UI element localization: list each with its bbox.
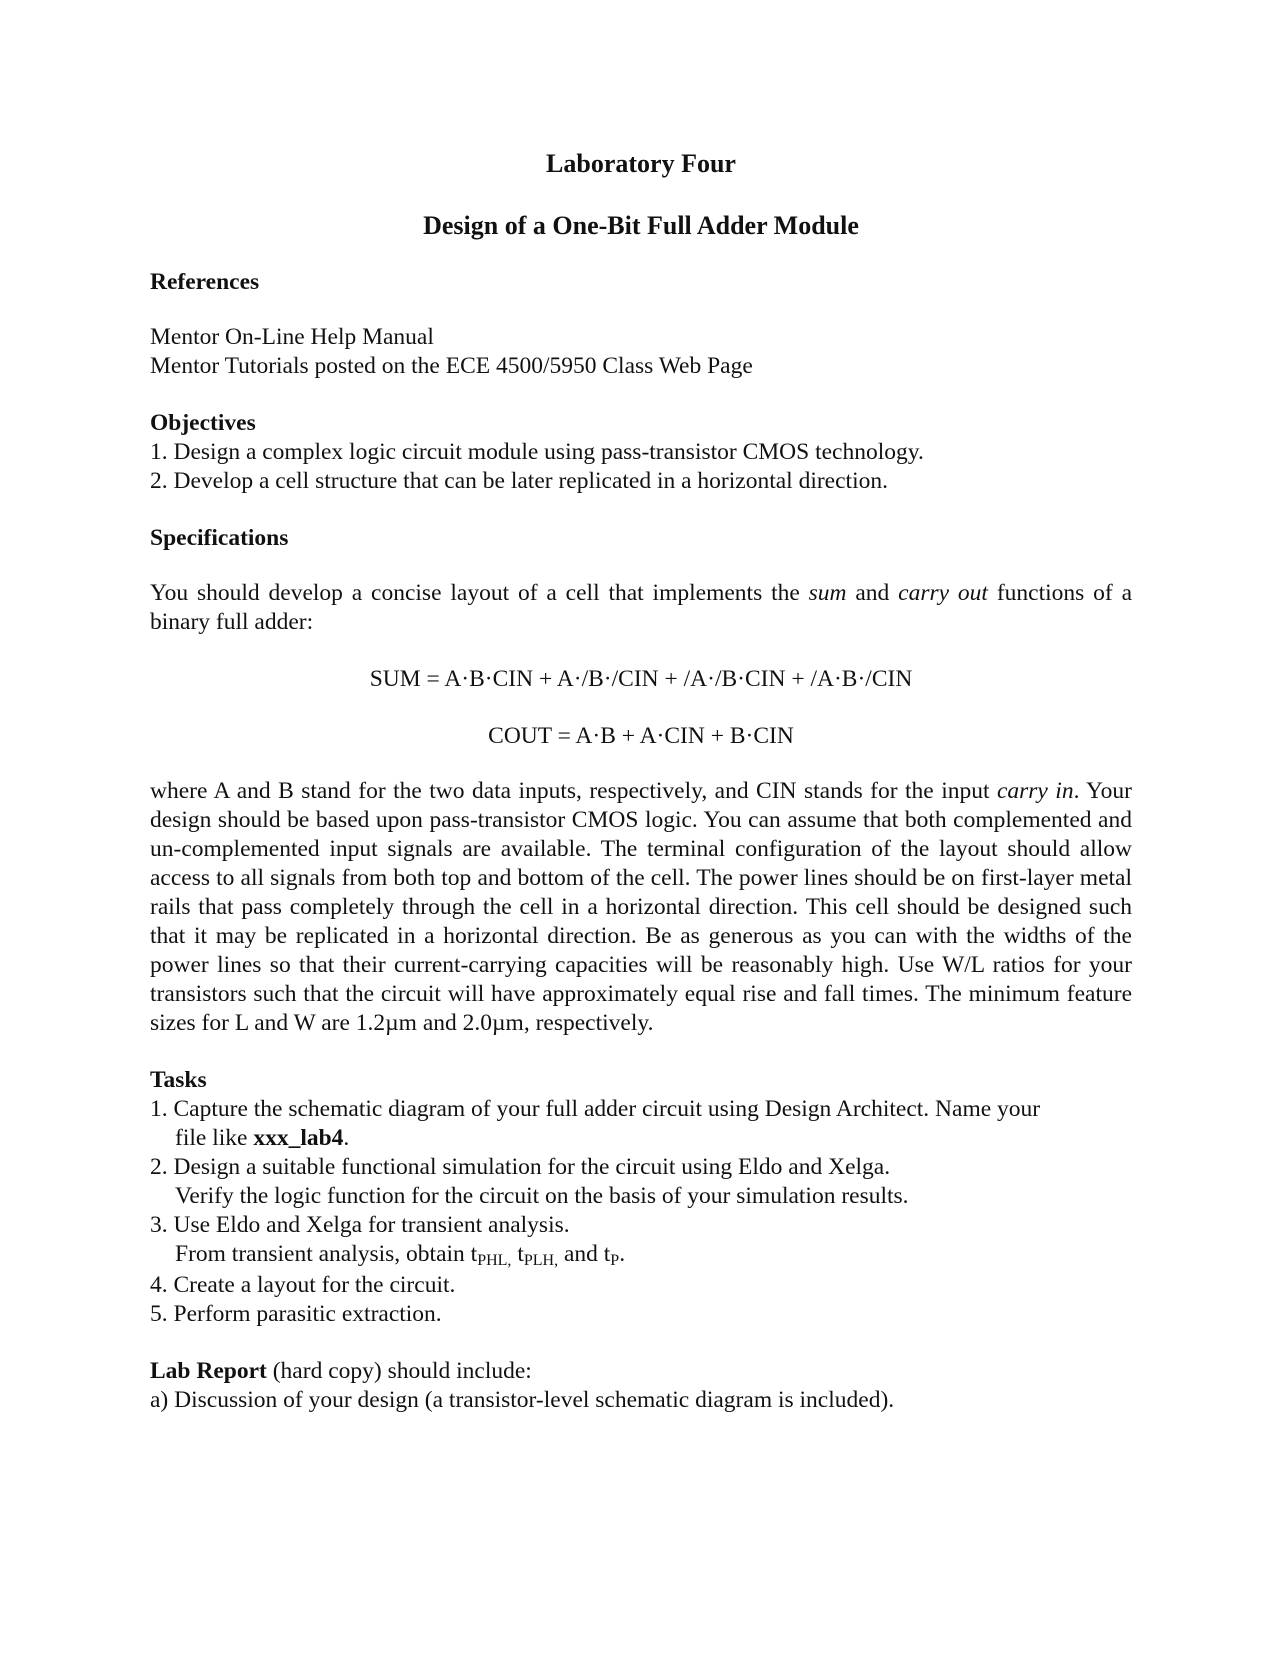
objective-item: 2. Develop a cell structure that can be later replicated in a horizontal direction. bbox=[150, 468, 888, 494]
document-page bbox=[150, 148, 1132, 1415]
tasks-heading: Tasks bbox=[150, 1067, 207, 1093]
lab-report-item: a) Discussion of your design (a transistor-level schematic diagram is included). bbox=[150, 1387, 895, 1413]
task-item: 5. Perform parasitic extraction. bbox=[150, 1301, 442, 1327]
tasks-list bbox=[150, 1095, 1132, 1329]
lab-report-intro: Lab Report (hard copy) should include: bbox=[150, 1358, 532, 1384]
emphasis-carry-out: carry out bbox=[898, 580, 988, 606]
objective-item: 1. Design a complex logic circuit module using pass-transistor CMOS technology. bbox=[150, 439, 924, 465]
task-item: 2. Design a suitable functional simulation for the circuit using Eldo and Xelga. Verify the logic function for the circuit on the basis of your simulation results. bbox=[150, 1154, 909, 1209]
objectives-heading: Objectives bbox=[150, 410, 256, 436]
filename-bold: xxx_lab4 bbox=[253, 1125, 344, 1151]
lab-report-bold: Lab Report bbox=[150, 1358, 267, 1384]
references-heading: References bbox=[150, 269, 260, 295]
task-item: 3. Use Eldo and Xelga for transient analysis. From transient analysis, obtain tPHL, tPLH, and tP. bbox=[150, 1212, 626, 1269]
emphasis-sum: sum bbox=[808, 580, 847, 606]
specifications-heading: Specifications bbox=[150, 525, 289, 551]
reference-item: Mentor On-Line Help Manual bbox=[150, 324, 434, 350]
references-list bbox=[150, 323, 1132, 381]
emphasis-carry-in: carry in bbox=[996, 778, 1074, 804]
task-item: 1. Capture the schematic diagram of your full adder circuit using Design Architect. Name your file like xxx_lab4. bbox=[150, 1096, 1041, 1151]
specifications-intro: You should develop a concise layout of a cell that implements the sum and carry out functions of a binary full adder: bbox=[150, 580, 1133, 635]
document-subtitle: Design of a One-Bit Full Adder Module bbox=[423, 211, 859, 240]
task-item: 4. Create a layout for the circuit. bbox=[150, 1272, 456, 1298]
equation-cout: COUT = A·B + A·CIN + B·CIN bbox=[488, 723, 794, 749]
specifications-body: where A and B stand for the two data inputs, respectively, and CIN stands for the input carry in. Your design should be based upon pass-transistor CMOS logic. You can assume that both complemented and un-complemented input signals are available. The terminal configuration of the layout should allow access to all signals from both top and bottom of the cell. The power lines should be on first-layer metal rails that pass completely through the cell in a horizontal direction. This cell should be designed such that it may be replicated in a horizontal direction. Be as generous as you can with the widths of the power lines so that their current-carrying capacities will be reasonably high. Use W/L ratios for your transistors such that the circuit will have approximately equal rise and fall times. The minimum feature sizes for L and W are 1.2µm and 2.0µm, respectively. bbox=[150, 778, 1132, 1036]
document-title: Laboratory Four bbox=[546, 149, 736, 178]
equation-sum: SUM = A·B·CIN + A·/B·/CIN + /A·/B·CIN + /A·B·/CIN bbox=[369, 666, 913, 692]
reference-item: Mentor Tutorials posted on the ECE 4500/5950 Class Web Page bbox=[150, 353, 753, 379]
